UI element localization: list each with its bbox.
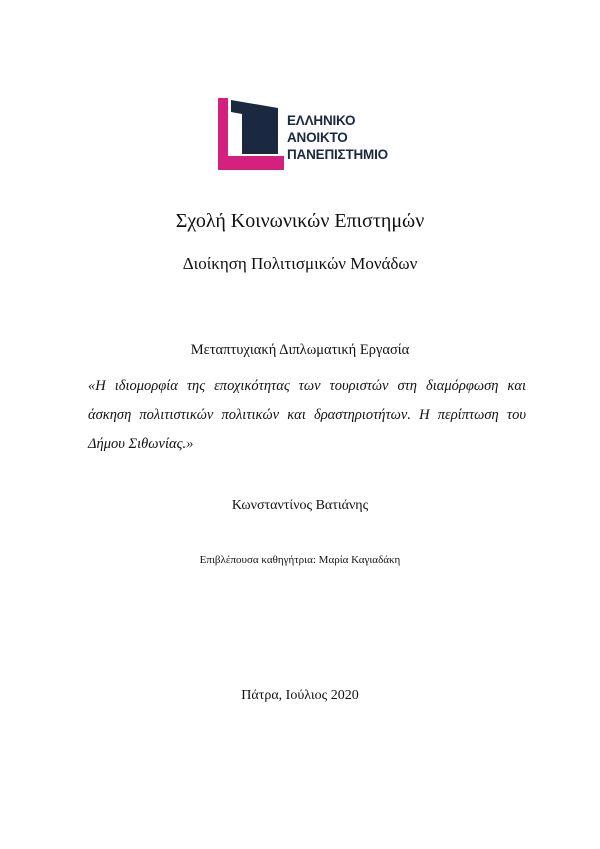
supervisor: Επιβλέπουσα καθηγήτρια: Μαρία Καγιαδάκη (199, 554, 401, 566)
logo-line-1: ΕΛΛΗΝΙΚΟ (287, 113, 356, 128)
logo-line-3: ΠΑΝΕΠΙΣΤΗΜΙΟ (287, 147, 388, 162)
university-logo (218, 98, 408, 170)
logo-line-2: ΑΝΟΙΚΤΟ (287, 130, 348, 145)
logo-wordmark (287, 112, 388, 163)
place-date: Πάτρα, Ιούλιος 2020 (241, 688, 359, 703)
thesis-title: «Η ιδιομορφία της εποχικότητας των τουριστών στη διαμόρφωση και άσκηση πολιτιστικών πολιτικών και δραστηριοτήτων. Η περίπτωση του Δήμου Σιθωνίας.» (88, 378, 526, 452)
logo-emblem-icon (218, 98, 284, 170)
program-name: Διοίκηση Πολιτισμικών Μονάδων (182, 254, 418, 273)
thesis-type: Μεταπτυχιακή Διπλωματική Εργασία (190, 342, 410, 358)
school-name: Σχολή Κοινωνικών Επιστημών (175, 210, 425, 232)
author-name: Κωνσταντίνος Βατιάνης (231, 498, 369, 513)
